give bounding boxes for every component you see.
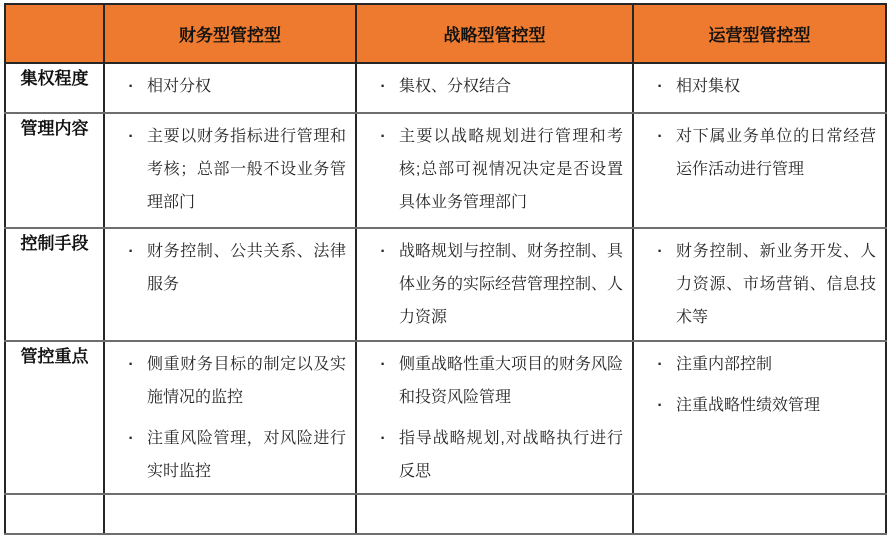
column-header-operational: 运营型管控型 xyxy=(633,4,886,63)
list-item xyxy=(365,235,623,334)
column-header-strategic: 战略型管控型 xyxy=(356,4,633,63)
bullet-icon: · xyxy=(380,78,386,95)
bullet-icon: · xyxy=(128,78,134,95)
table-row-centralization xyxy=(5,63,886,113)
item-text: 战略规划与控制、财务控制、具体业务的实际经营管理控制、人力资源 xyxy=(399,243,624,326)
body-cell xyxy=(356,494,633,534)
item-text: 相对集权 xyxy=(676,78,741,95)
list-item xyxy=(113,348,346,414)
item-text: 财务控制、公共关系、法律服务 xyxy=(147,243,346,293)
row-label-partial xyxy=(5,494,104,534)
list-item xyxy=(113,120,346,219)
body-cell xyxy=(633,113,886,228)
bullet-icon: · xyxy=(657,128,663,145)
bullet-icon: · xyxy=(128,356,134,373)
list-item xyxy=(113,70,346,103)
body-cell xyxy=(356,113,633,228)
corner-cell xyxy=(5,4,104,63)
row-label-control-methods: 控制手段 xyxy=(5,228,104,341)
body-cell xyxy=(104,494,356,534)
bullet-icon: · xyxy=(657,243,663,260)
list-item xyxy=(642,70,876,103)
row-label-centralization: 集权程度 xyxy=(5,63,104,113)
table-row-management-content xyxy=(5,113,886,228)
list-item xyxy=(365,120,623,219)
bullet-icon: · xyxy=(128,243,134,260)
body-cell xyxy=(356,228,633,341)
body-cell xyxy=(104,341,356,494)
header-row xyxy=(5,4,886,63)
item-text: 指导战略规划,对战略执行进行反思 xyxy=(399,430,623,480)
item-text: 主要以财务指标进行管理和考核；总部一般不设业务管理部门 xyxy=(147,128,346,211)
item-text: 主要以战略规划进行管理和考核;总部可视情况决定是否设置具体业务管理部门 xyxy=(399,128,623,211)
table-row-control-focus xyxy=(5,341,886,494)
bullet-icon: · xyxy=(128,430,134,447)
bullet-icon: · xyxy=(380,243,386,260)
item-text: 相对分权 xyxy=(147,78,212,95)
list-item xyxy=(113,235,346,301)
body-cell xyxy=(633,228,886,341)
item-text: 注重战略性绩效管理 xyxy=(676,397,821,414)
list-item xyxy=(365,422,623,488)
table-row-control-methods xyxy=(5,228,886,341)
body-cell xyxy=(633,494,886,534)
body-cell xyxy=(104,228,356,341)
bullet-icon: · xyxy=(380,430,386,447)
bullet-icon: · xyxy=(128,128,134,145)
row-label-management-content: 管理内容 xyxy=(5,113,104,228)
list-item xyxy=(642,120,876,186)
list-item xyxy=(642,348,876,381)
item-text: 对下属业务单位的日常经营运作活动进行管理 xyxy=(676,128,876,178)
row-label-control-focus: 管控重点 xyxy=(5,341,104,494)
item-text: 财务控制、新业务开发、人力资源、市场营销、信息技术等 xyxy=(676,243,876,326)
bullet-icon: · xyxy=(657,356,663,373)
body-cell xyxy=(104,113,356,228)
item-text: 集权、分权结合 xyxy=(399,78,512,95)
list-item xyxy=(365,70,623,103)
bullet-icon: · xyxy=(657,397,663,414)
list-item xyxy=(642,389,876,422)
bullet-icon: · xyxy=(657,78,663,95)
body-cell xyxy=(356,341,633,494)
body-cell xyxy=(104,63,356,113)
list-item xyxy=(642,235,876,334)
item-text: 注重风险管理，对风险进行实时监控 xyxy=(147,430,346,480)
item-text: 注重内部控制 xyxy=(676,356,773,373)
body-cell xyxy=(633,341,886,494)
bullet-icon: · xyxy=(380,356,386,373)
table-row-partial-clipped xyxy=(5,494,886,534)
management-control-comparison-table xyxy=(4,3,887,535)
body-cell xyxy=(356,63,633,113)
item-text: 侧重战略性重大项目的财务风险和投资风险管理 xyxy=(399,356,624,406)
column-header-financial: 财务型管控型 xyxy=(104,4,356,63)
bullet-icon: · xyxy=(380,128,386,145)
body-cell xyxy=(633,63,886,113)
list-item xyxy=(365,348,623,414)
list-item xyxy=(113,422,346,488)
item-text: 侧重财务目标的制定以及实施情况的监控 xyxy=(147,356,346,406)
